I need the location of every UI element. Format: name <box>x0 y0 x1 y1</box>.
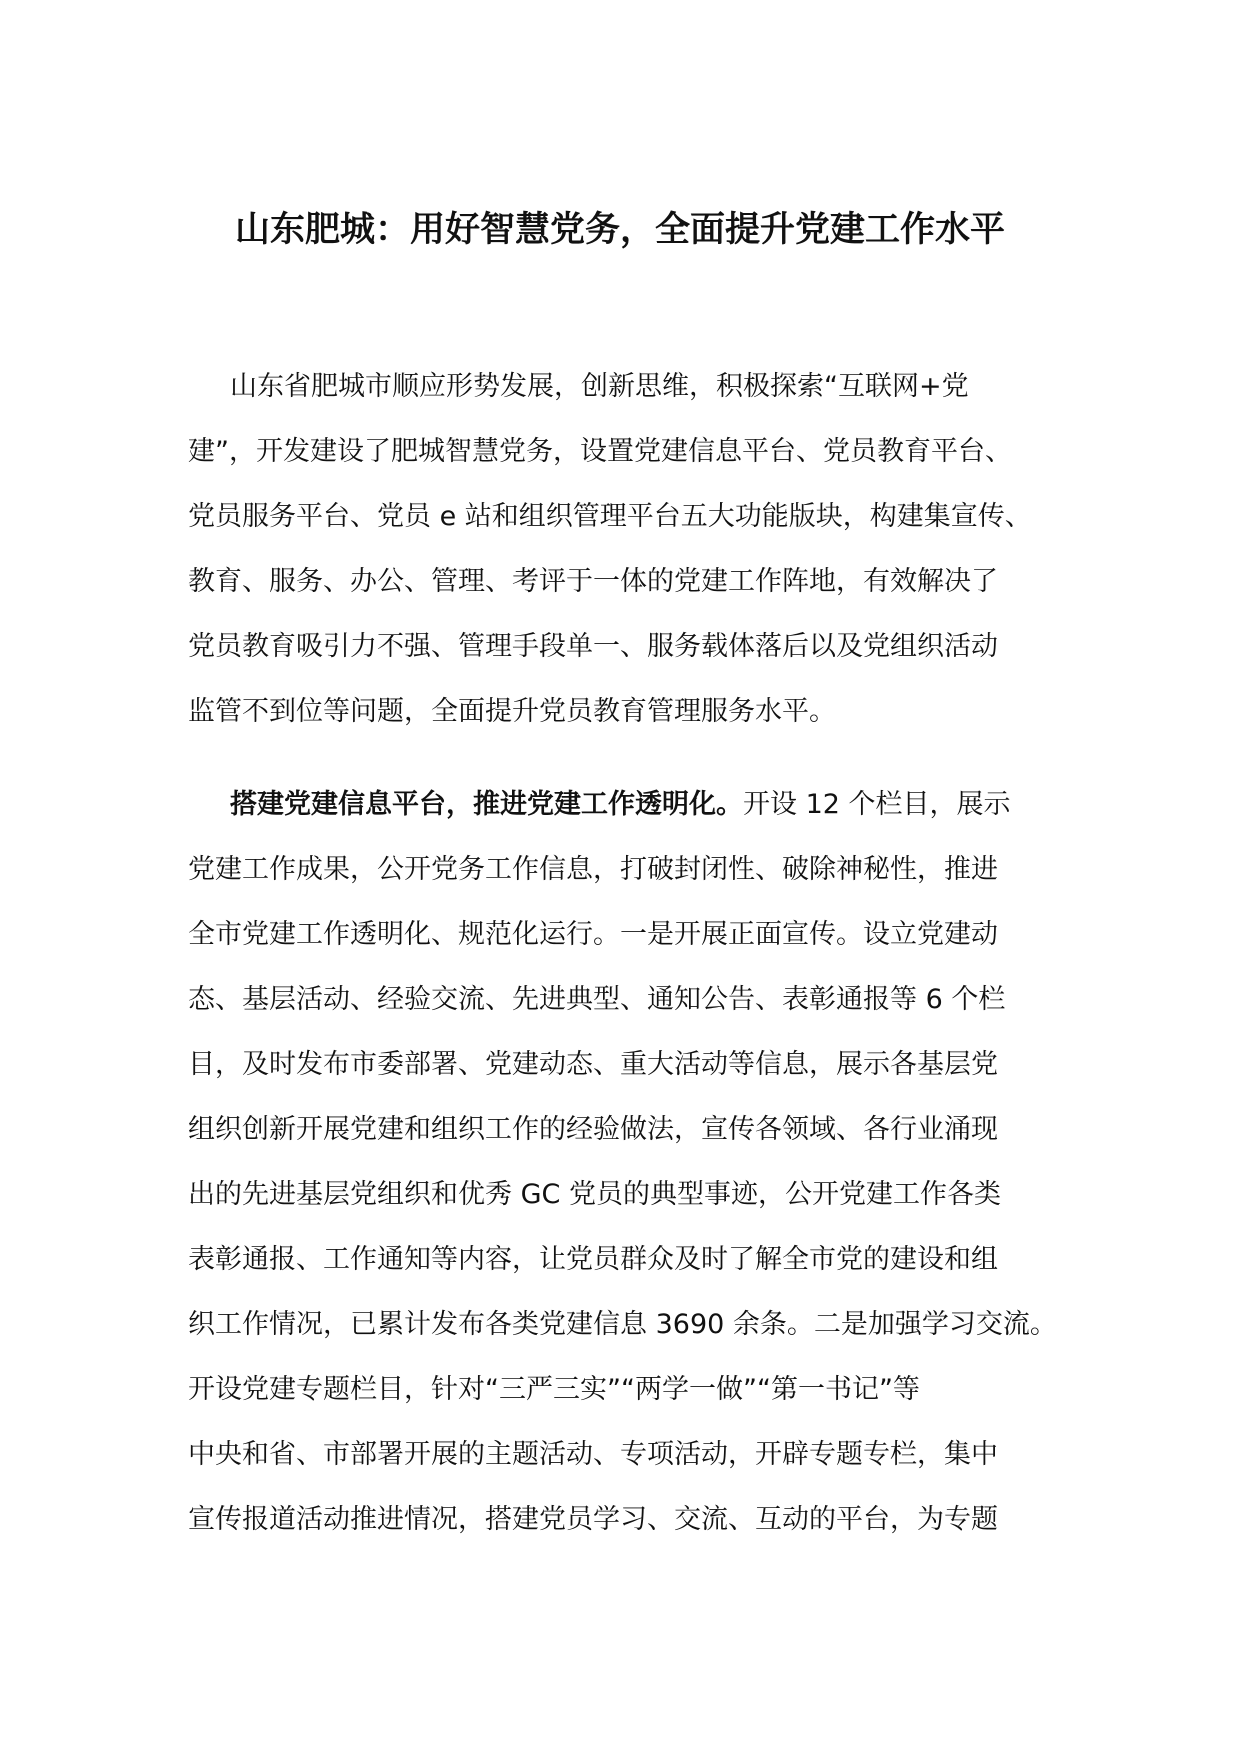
document-title: 山东肥城：用好智慧党务，全面提升党建工作水平 <box>234 210 1005 250</box>
paragraph-line: 建”，开发建设了肥城智慧党务，设置党建信息平台、党员教育平台、 <box>188 436 1012 467</box>
paragraph-line: 开设党建专题栏目，针对“三严三实”“两学一做”“第一书记”等 <box>188 1374 920 1405</box>
paragraph-line: 织工作情况，已累计发布各类党建信息 3690 余条。二是加强学习交流。 <box>188 1309 1057 1340</box>
paragraph-line-rest: 开设 12 个栏目，展示 <box>743 789 1011 820</box>
paragraph-line: 表彰通报、工作通知等内容，让党员群众及时了解全市党的建设和组 <box>188 1244 998 1275</box>
paragraph-line: 宣传报道活动推进情况，搭建党员学习、交流、互动的平台，为专题 <box>188 1504 998 1535</box>
paragraph-line: 教育、服务、办公、管理、考评于一体的党建工作阵地，有效解决了 <box>188 566 998 597</box>
paragraph-line: 组织创新开展党建和组织工作的经验做法，宣传各领域、各行业涌现 <box>188 1114 998 1145</box>
paragraph-line: 出的先进基层党组织和优秀 GC 党员的典型事迹，公开党建工作各类 <box>188 1179 1001 1210</box>
section-heading: 搭建党建信息平台，推进党建工作透明化。 <box>230 789 743 820</box>
paragraph-line: 中央和省、市部署开展的主题活动、专项活动，开辟专题专栏，集中 <box>188 1439 998 1470</box>
paragraph-line: 山东省肥城市顺应形势发展，创新思维，积极探索“互联网+党 <box>230 371 969 402</box>
paragraph-first-line <box>188 772 1088 837</box>
paragraph-line: 监管不到位等问题，全面提升党员教育管理服务水平。 <box>188 696 836 727</box>
paragraph-line: 党员服务平台、党员 e 站和组织管理平台五大功能版块，构建集宣传、 <box>188 501 1032 532</box>
paragraph-line: 全市党建工作透明化、规范化运行。一是开展正面宣传。设立党建动 <box>188 919 998 950</box>
paragraph-line: 党建工作成果，公开党务工作信息，打破封闭性、破除神秘性，推进 <box>188 854 998 885</box>
paragraph-line: 态、基层活动、经验交流、先进典型、通知公告、表彰通报等 6 个栏 <box>188 984 1006 1015</box>
paragraph-line: 党员教育吸引力不强、管理手段单一、服务载体落后以及党组织活动 <box>188 631 998 662</box>
paragraph-line: 目，及时发布市委部署、党建动态、重大活动等信息，展示各基层党 <box>188 1049 998 1080</box>
paragraph-intro <box>188 354 1088 744</box>
paragraph-info-platform <box>188 772 1088 1552</box>
